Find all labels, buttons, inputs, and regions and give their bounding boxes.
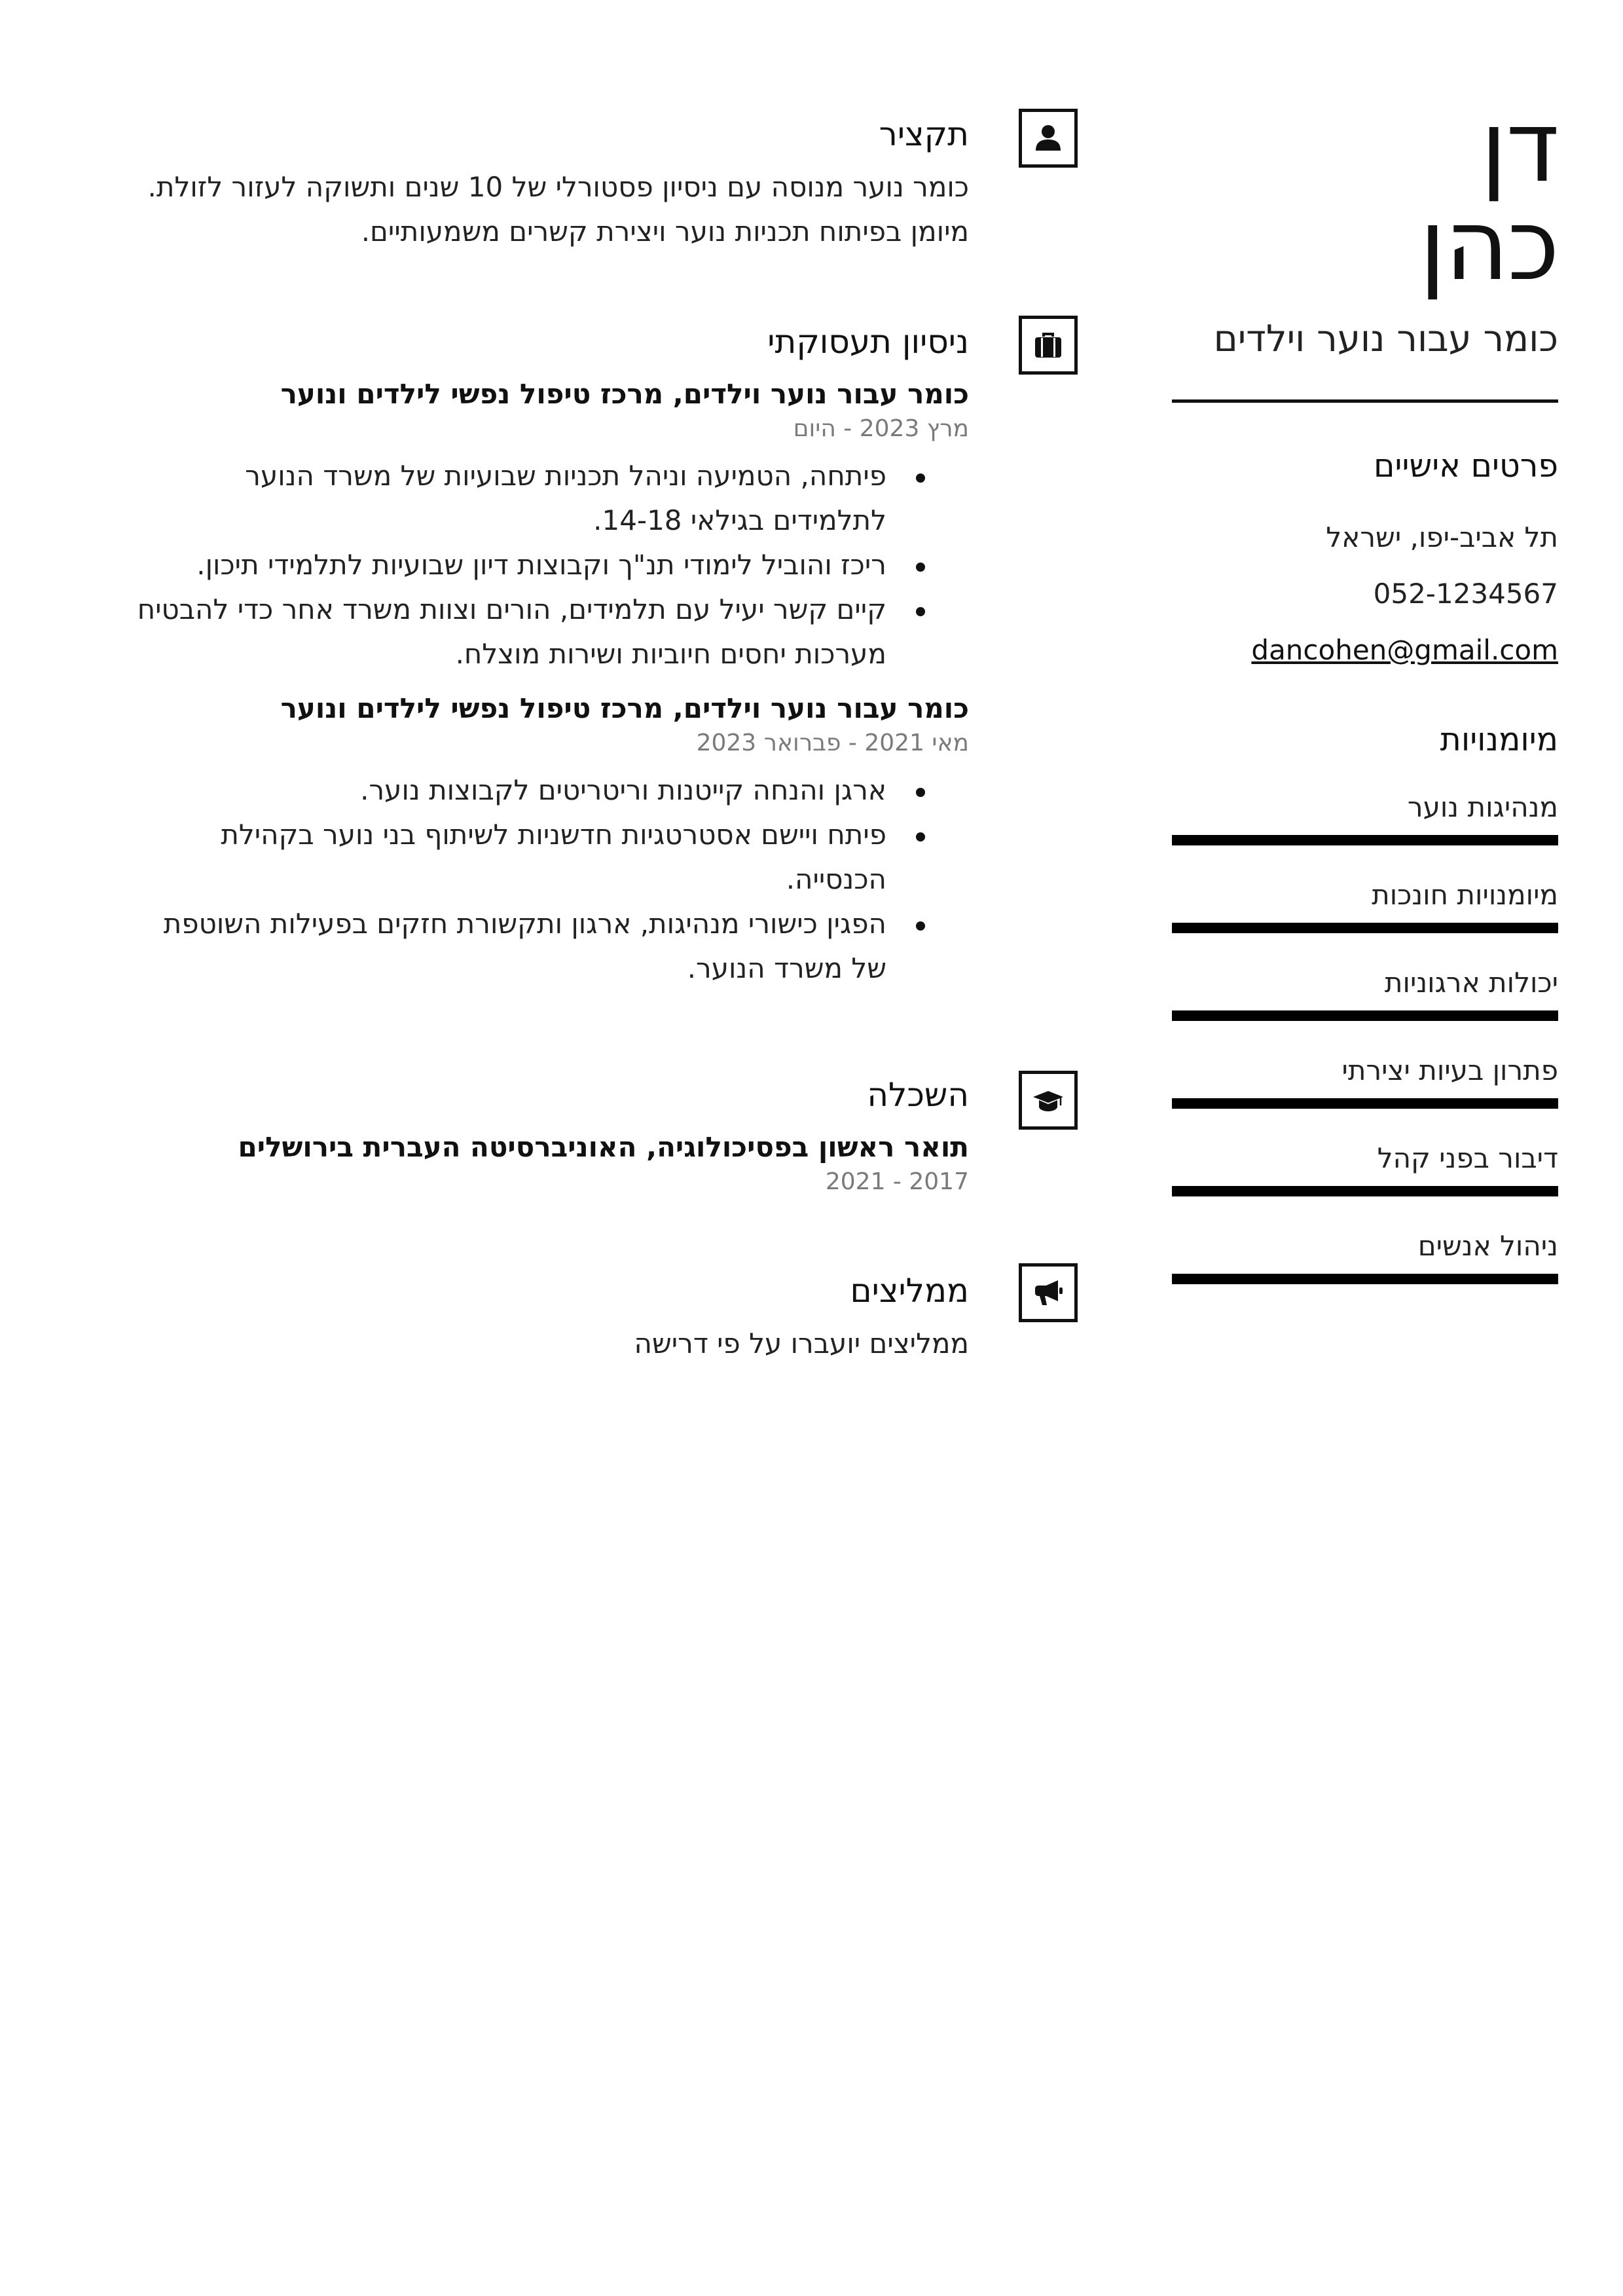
summary-text: כומר נוער מנוסה עם ניסיון פסטורלי של 10 שנים ותשוקה לעזור לזולת. מיומן בפיתוח תכניות נוער ויצירת קשרים משמעותיים. <box>147 171 969 248</box>
bullet-item: הפגין כישורי מנהיגות, ארגון ותקשורת חזקים בפעילות השוטפת של משרד הנוער. <box>124 902 969 991</box>
education-heading: השכלה <box>867 1076 969 1114</box>
job-bullets <box>124 454 969 676</box>
skill-level-bar <box>1172 923 1558 933</box>
skill-label: דיבור בפני קהל <box>1377 1142 1558 1174</box>
sidebar <box>1172 90 1558 1284</box>
email-row <box>1172 631 1558 670</box>
summary-heading: תקציר <box>879 115 969 153</box>
experience-heading: ניסיון תעסוקתי <box>767 323 969 361</box>
skill-level-bar <box>1172 1186 1558 1196</box>
skill-level-bar <box>1172 835 1558 845</box>
skill-item <box>1172 763 1558 845</box>
email-link[interactable]: dancohen@gmail.com <box>1251 634 1558 666</box>
skill-item <box>1172 1109 1558 1196</box>
education-dates: 2017 - 2021 <box>825 1168 969 1195</box>
skills-list <box>1172 763 1558 1284</box>
skill-label: ניהול אנשים <box>1417 1230 1558 1262</box>
job-title-company: כומר עבור נוער וילדים, מרכז טיפול נפשי לילדים ונוער <box>280 692 969 724</box>
location: תל אביב-יפו, ישראל <box>1326 521 1558 553</box>
header-divider <box>1172 399 1558 403</box>
bullet-item: פיתחה, הטמיעה וניהל תכניות שבועיות של משרד הנוער לתלמידים בגילאי 14-18. <box>124 454 969 543</box>
first-name: דן <box>1480 90 1558 204</box>
skill-label: יכולות ארגוניות <box>1384 967 1558 999</box>
skill-item <box>1172 1021 1558 1109</box>
job-dates: מרץ 2023 - היום <box>793 415 969 442</box>
summary-icon-box <box>1019 109 1078 168</box>
references-text: ממליצים יועברו על פי דרישה <box>634 1327 969 1360</box>
person-icon <box>1032 122 1065 155</box>
experience-icon-box <box>1019 316 1078 375</box>
bullet-item: ריכז והוביל לימודי תנ"ך וקבוצות דיון שבועיות לתלמידי תיכון. <box>124 543 969 587</box>
skills-heading: מיומנויות <box>1440 721 1558 758</box>
job-title-company: כומר עבור נוער וילדים, מרכז טיפול נפשי לילדים ונוער <box>280 378 969 410</box>
skill-level-bar <box>1172 1010 1558 1021</box>
skill-item <box>1172 1196 1558 1284</box>
skill-label: מנהיגות נוער <box>1407 791 1558 823</box>
experience-section <box>124 319 969 991</box>
last-name: כהן <box>1419 189 1558 303</box>
personal-details-heading: פרטים אישיים <box>1374 447 1558 485</box>
skill-item <box>1172 845 1558 933</box>
skill-level-bar <box>1172 1274 1558 1284</box>
references-heading: ממליצים <box>850 1272 969 1310</box>
references-section <box>124 1268 969 1366</box>
skill-label: מיומנויות חונכות <box>1372 879 1558 911</box>
skill-level-bar <box>1172 1098 1558 1109</box>
skill-label: פתרון בעיות יצירתי <box>1341 1054 1558 1086</box>
job-title: כומר עבור נוער וילדים <box>1213 318 1558 360</box>
skill-item <box>1172 933 1558 1021</box>
summary-section <box>124 111 969 254</box>
job-entry <box>124 690 969 991</box>
graduation-cap-icon <box>1032 1084 1065 1117</box>
job-entry <box>124 375 969 676</box>
briefcase-icon <box>1032 329 1065 361</box>
job-bullets <box>124 768 969 991</box>
education-icon-box <box>1019 1071 1078 1130</box>
bullet-item: ארגן והנחה קייטנות וריטריטים לקבוצות נוער. <box>124 768 969 813</box>
education-section <box>124 1072 969 1198</box>
megaphone-icon <box>1032 1276 1065 1309</box>
job-dates: מאי 2021 - פברואר 2023 <box>696 730 969 756</box>
bullet-item: פיתח ויישם אסטרטגיות חדשניות לשיתוף בני נוער בקהילת הכנסייה. <box>124 813 969 902</box>
phone: 052-1234567 <box>1373 578 1558 610</box>
bullet-item: קיים קשר יעיל עם תלמידים, הורים וצוות משרד אחר כדי להבטיח מערכות יחסים חיוביות ושירות מוצלח. <box>124 587 969 676</box>
degree: תואר ראשון בפסיכולוגיה, האוניברסיטה העברית בירושלים <box>238 1131 969 1163</box>
references-icon-box <box>1019 1263 1078 1322</box>
